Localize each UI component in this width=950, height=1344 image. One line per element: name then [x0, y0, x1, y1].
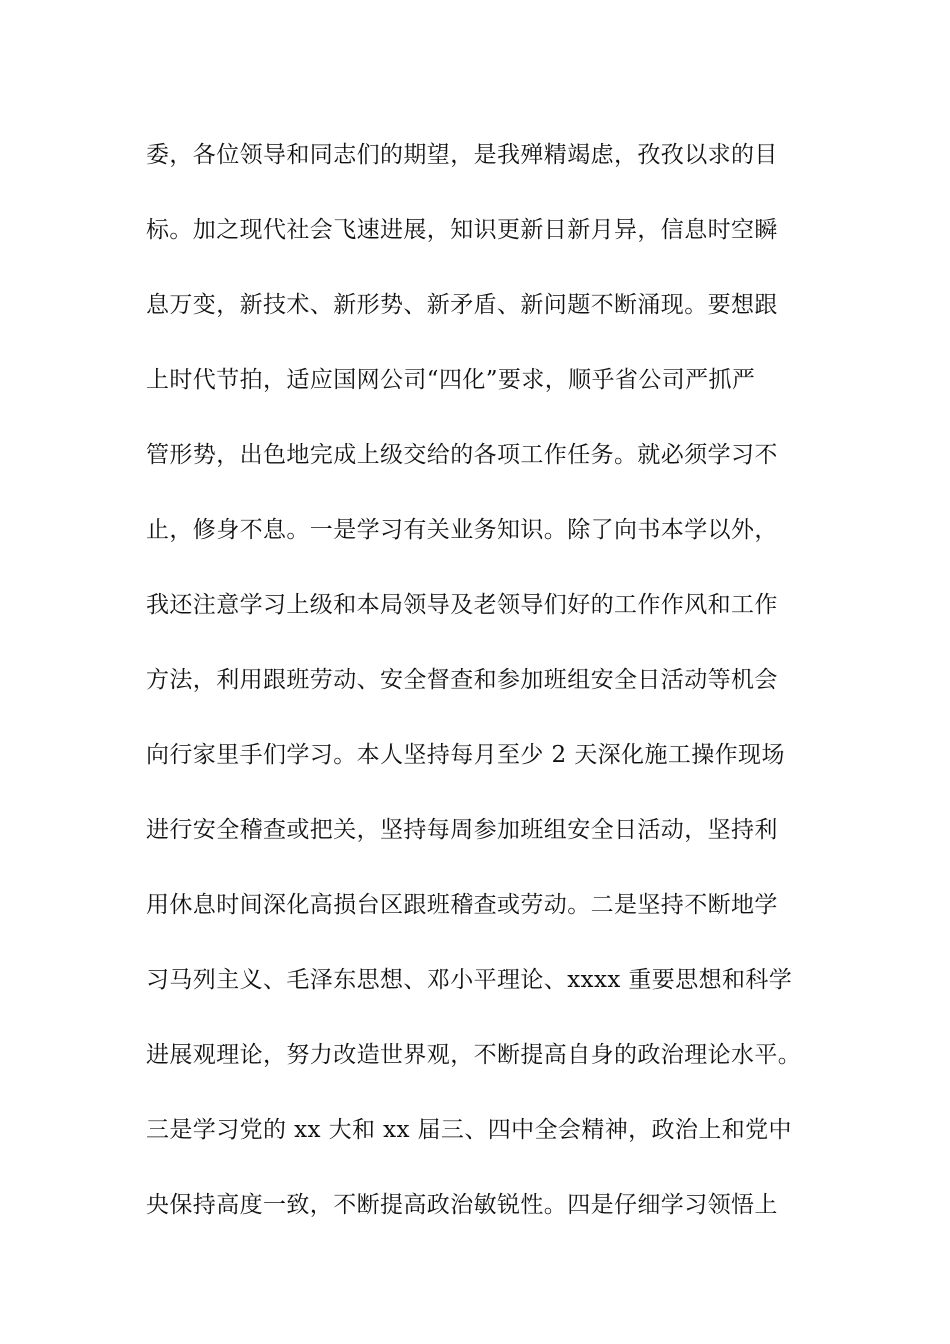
text-line: 习马列主义、毛泽东思想、邓小平理论、xxxx 重要思想和科学	[146, 967, 793, 993]
text-line: 委，各位领导和同志们的期望，是我殚精竭虑，孜孜以求的目	[146, 142, 778, 168]
text-line: 上时代节拍，适应国网公司“四化”要求，顺乎省公司严抓严	[146, 367, 756, 393]
text-line: 央保持高度一致，不断提高政治敏锐性。四是仔细学习领悟上	[146, 1192, 778, 1218]
text-line: 止，修身不息。一是学习有关业务知识。除了向书本学以外，	[146, 517, 778, 543]
text-line: 三是学习党的 xx 大和 xx 届三、四中全会精神，政治上和党中	[146, 1117, 792, 1143]
text-line: 方法，利用跟班劳动、安全督查和参加班组安全日活动等机会	[146, 667, 778, 693]
text-line: 向行家里手们学习。本人坚持每月至少 2 天深化施工操作现场	[146, 742, 785, 768]
text-line: 息万变，新技术、新形势、新矛盾、新问题不断涌现。要想跟	[146, 292, 778, 318]
text-line: 进行安全稽查或把关，坚持每周参加班组安全日活动，坚持利	[146, 817, 778, 843]
body-text	[146, 133, 826, 1258]
text-line: 标。加之现代社会飞速进展，知识更新日新月异，信息时空瞬	[146, 217, 778, 243]
text-line: 管形势，出色地完成上级交给的各项工作任务。就必须学习不	[146, 442, 778, 468]
text-line: 用休息时间深化高损台区跟班稽查或劳动。二是坚持不断地学	[146, 892, 778, 918]
text-line: 我还注意学习上级和本局领导及老领导们好的工作作风和工作	[146, 592, 778, 618]
text-line: 进展观理论，努力改造世界观，不断提高自身的政治理论水平。	[146, 1042, 802, 1068]
